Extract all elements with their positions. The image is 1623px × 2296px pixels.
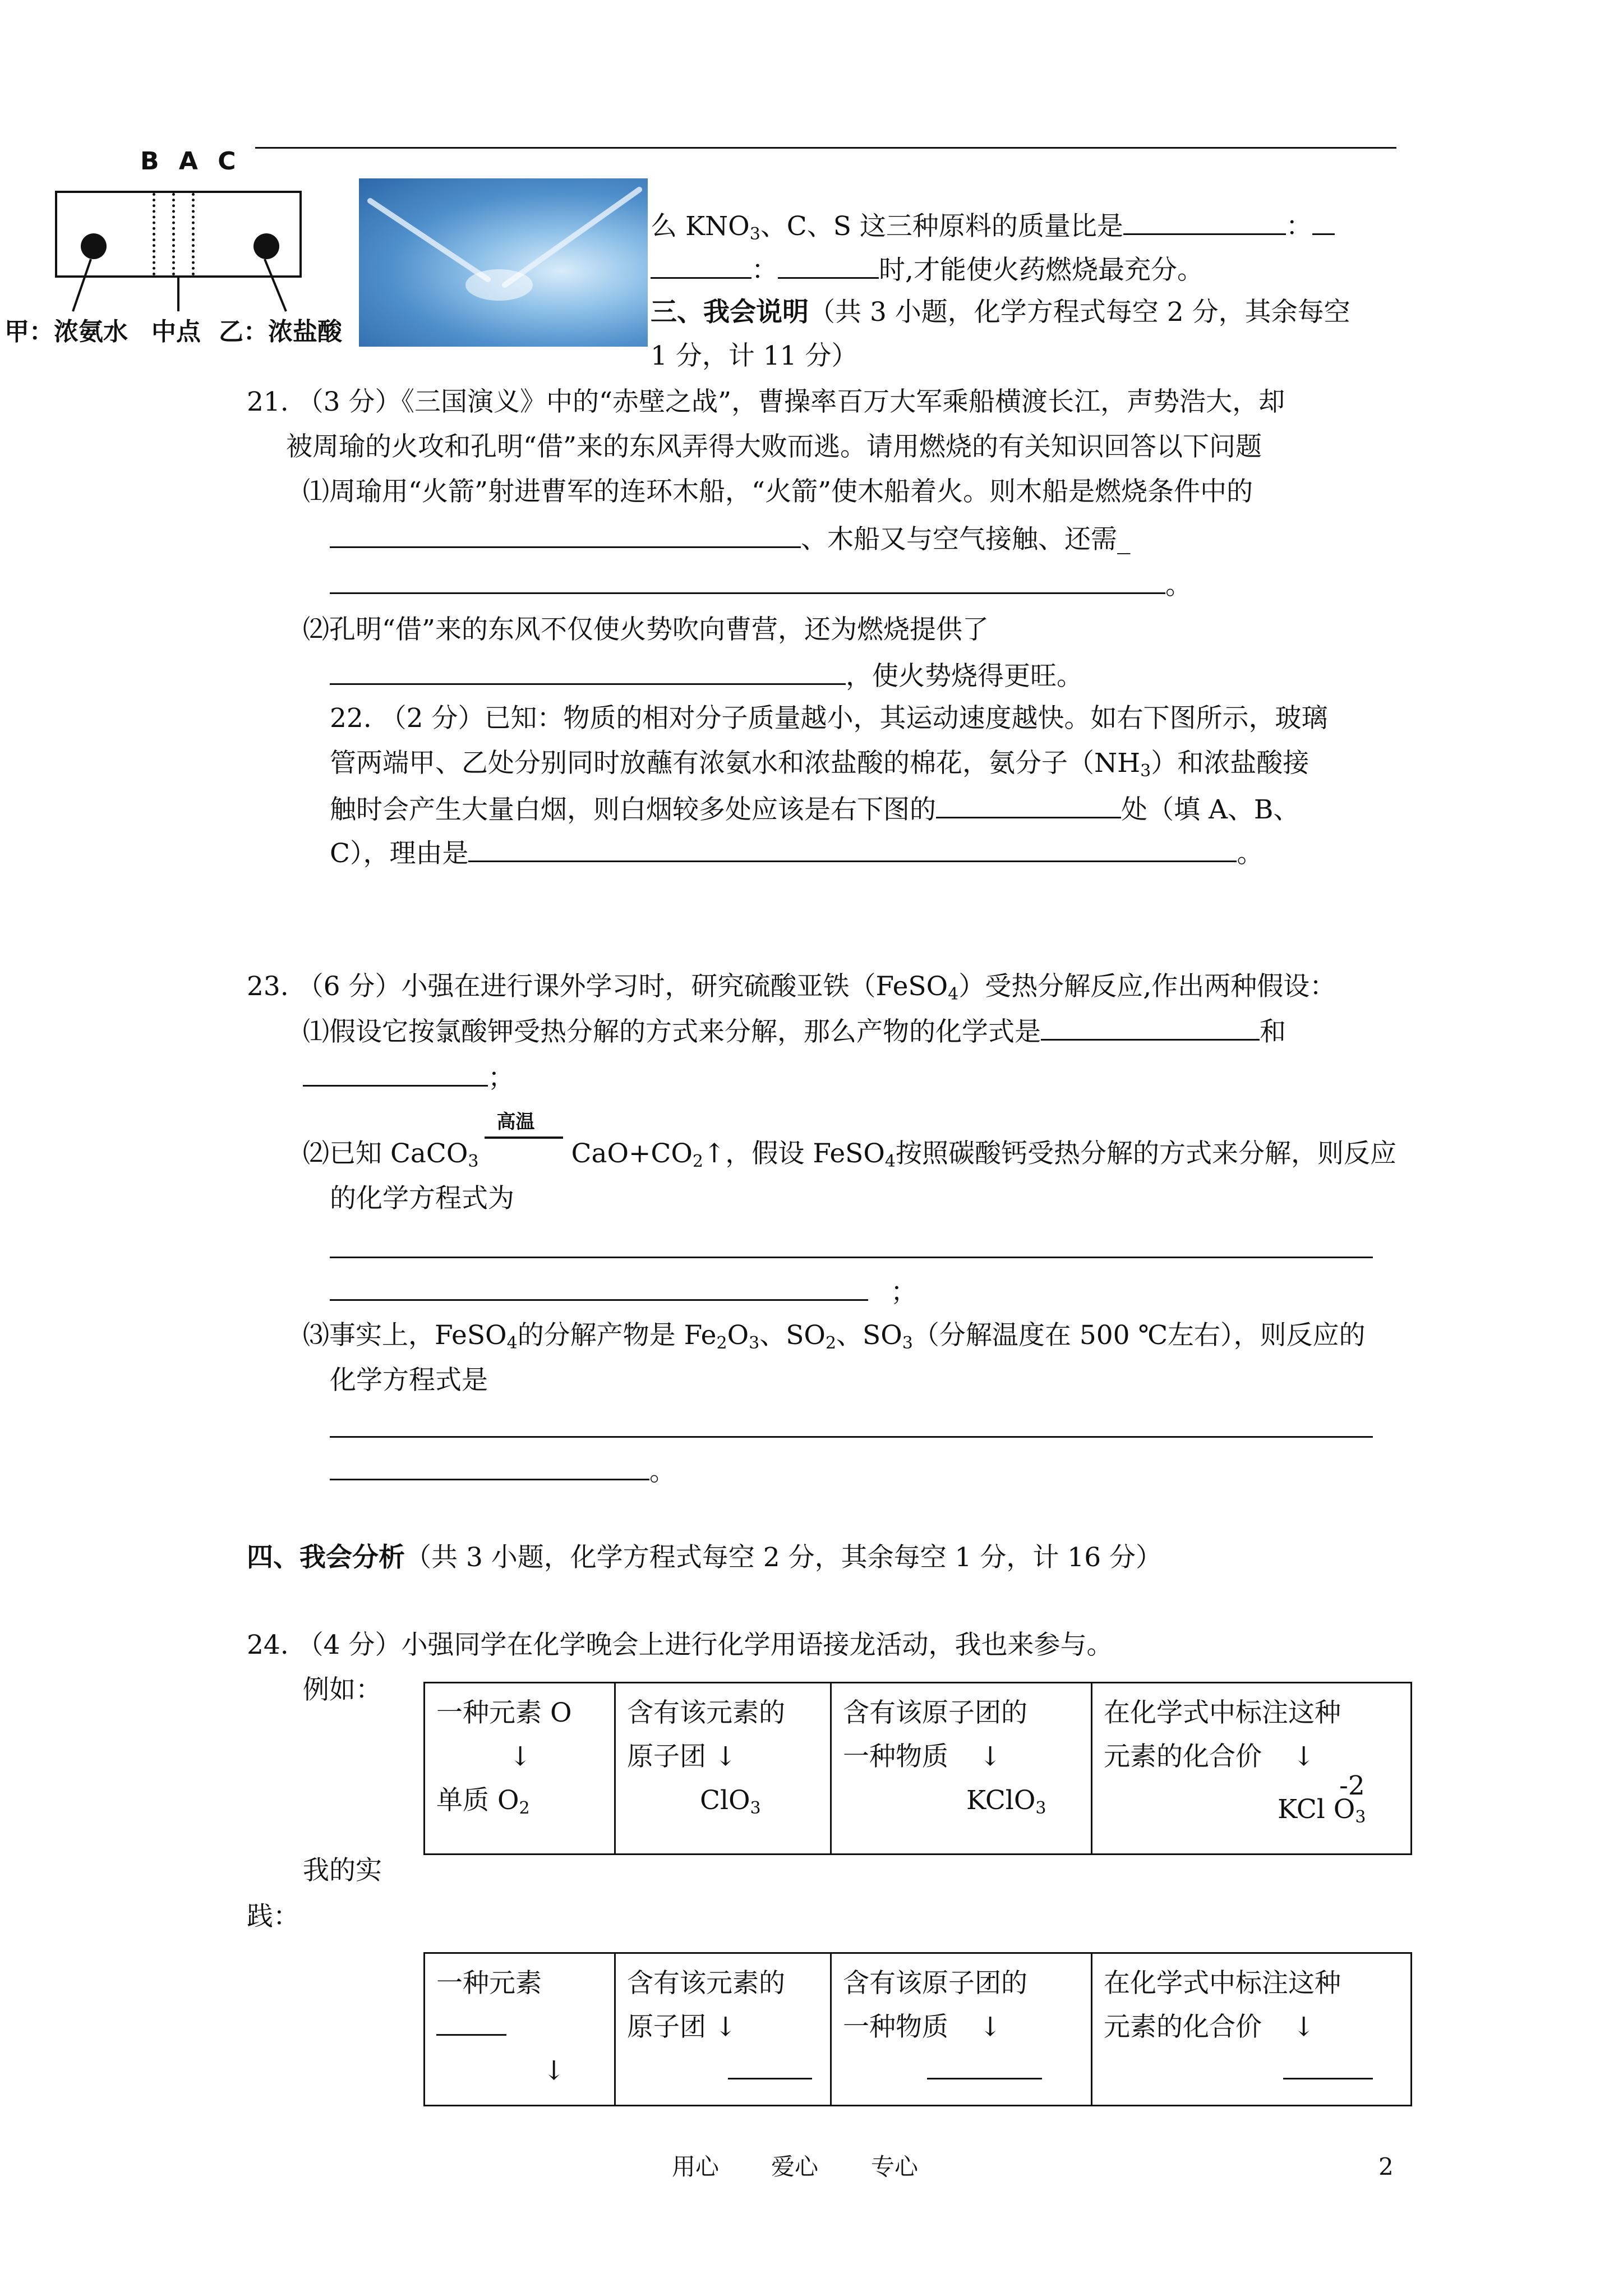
q22-blank-reason[interactable] (468, 836, 1237, 862)
q23-blank-2[interactable] (303, 1060, 488, 1087)
q21-blank-3[interactable] (330, 659, 846, 685)
valence-mark: -2 (1339, 1770, 1365, 1801)
q22-line4: C），理由是 。 (330, 836, 1263, 870)
label-jia: 甲：浓氨水 (4, 318, 128, 346)
label-yi: 乙：浓盐酸 (219, 318, 342, 346)
q21-blank-1[interactable] (330, 522, 801, 548)
header-rule (255, 147, 1396, 149)
q23-equation-blank-2[interactable] (330, 1274, 868, 1301)
q21-line1: 21. （3 分）《三国演义》中的“赤壁之战”，曹操率百万大军乘船横渡长江，声势浩大，却 (247, 386, 1285, 417)
section3-heading-2: 1 分，计 11 分） (651, 341, 858, 371)
q22-line1: 22. （2 分）已知：物质的相对分子质量越小，其运动速度越快。如右下图所示，玻璃 (330, 703, 1328, 734)
q21-part1-line2: 、木船又与空气接触、还需_ (330, 522, 1131, 556)
example-label: 例如： (303, 1674, 382, 1705)
q22-blank-position[interactable] (936, 792, 1121, 818)
q20-line2: ： 时,才能使火药燃烧最充分。 (651, 252, 1204, 287)
q23-part1: ⑴假设它按氯酸钾受热分解的方式来分解，那么产物的化学式是 和 (303, 1014, 1286, 1048)
practice-cell-element: 一种元素 ↓ (425, 1953, 615, 2106)
glass-rods-drawing (359, 178, 648, 347)
q23-part2-line2: 的化学方程式为 (330, 1183, 514, 1214)
example-cell-valence: 在化学式中标注这种 元素的化合价 ↓ -2 KCl $O_3$ (1092, 1683, 1412, 1855)
table-row (425, 1683, 1412, 1855)
practice-blank-substance[interactable] (927, 2053, 1042, 2079)
practice-label-1: 我的实 (303, 1855, 382, 1886)
diagram-positions: B A C (140, 147, 242, 176)
practice-blank-valence[interactable] (1283, 2053, 1373, 2079)
practice-label-2: 践： (247, 1901, 299, 1932)
valence-formula: KCl $O_3$ (1278, 1794, 1366, 1827)
q23-part2: ⑵已知 CaCO$_3$ 高温 $CaO+CO_2↑$，假设 FeSO$_4$按照碳酸钙受热分解的方式来分解，则反应 (303, 1111, 1396, 1171)
q22-line2: 管两端甲、乙处分别同时放蘸有浓氨水和浓盐酸的棉花，氨分子$(NH_3)$和浓盐酸接 (330, 748, 1310, 781)
practice-table (423, 1952, 1412, 2106)
section3-heading: 三、我会说明（共 3 小题，化学方程式每空 2 分，其余每空 (651, 297, 1350, 328)
practice-blank-element[interactable] (436, 2009, 506, 2036)
q23-equation-blank-1[interactable] (330, 1257, 1373, 1258)
footer-slogan-3: 专心 (871, 2153, 919, 2180)
section4-heading: 四、我会分析（共 3 小题，化学方程式每空 2 分，其余每空 1 分，计 16 分） (247, 1542, 1163, 1573)
mass-ratio-blank-3[interactable] (778, 252, 879, 279)
q22-line3: 触时会产生大量白烟，则白烟较多处应该是右下图的 处（填 A、B、 (330, 792, 1299, 826)
mass-ratio-blank-2[interactable] (651, 252, 751, 279)
condition-underline (485, 1137, 563, 1139)
mass-ratio-blank-1b[interactable] (1312, 209, 1335, 235)
q23-line1: 23. （6 分）小强在进行课外学习时，研究硫酸亚铁（FeSO$_4$）受热分解反应,作出两种假设： (247, 971, 1336, 1004)
example-cell-substance: 含有该原子团的 一种物质 ↓ KClO$_3$ (831, 1683, 1092, 1855)
down-arrow-icon: ↓ (1292, 2012, 1315, 2042)
table-row (425, 1953, 1412, 2106)
down-arrow-icon: ↓ (979, 2012, 1002, 2042)
reaction-condition-arrow (479, 1111, 571, 1162)
q23-blank-1[interactable] (1041, 1014, 1260, 1041)
glass-rods-photo (359, 178, 648, 347)
label-midpoint: 中点 (151, 318, 201, 346)
q23-part2-line4: ； (330, 1274, 917, 1309)
practice-cell-substance: 含有该原子团的 一种物质 ↓ (831, 1953, 1092, 2106)
practice-cell-valence: 在化学式中标注这种 元素的化合价 ↓ (1092, 1953, 1412, 2106)
q21-blank-2[interactable] (330, 568, 1165, 594)
down-arrow-icon: ↓ (979, 1741, 1002, 1772)
mass-ratio-blank-1[interactable] (1123, 209, 1286, 235)
example-table (423, 1682, 1412, 1855)
q21-part1-line3: 。 (330, 568, 1192, 602)
footer-slogan-2: 爱心 (771, 2153, 819, 2180)
q21-part2: ⑵孔明“借”来的东风不仅使火势吹向曹营，还为燃烧提供了 (303, 614, 989, 645)
down-arrow-icon: ↓ (714, 2012, 737, 2042)
q23-part1-line2: ； (303, 1060, 514, 1094)
example-cell-radical: 含有该元素的 原子团 ↓ ClO$_3$ (615, 1683, 831, 1855)
example-cell-element: 一种元素 O ↓ 单质 $O_2$ (425, 1683, 615, 1855)
q21-part1: ⑴周瑜用“火箭”射进曹军的连环木船，“火箭”使木船着火。则木船是燃烧条件中的 (303, 476, 1253, 507)
condition-high-temp: 高温 (496, 1111, 535, 1133)
down-arrow-icon: ↓ (1292, 1741, 1315, 1772)
practice-blank-radical[interactable] (728, 2053, 812, 2079)
diagram-leader-lines (0, 0, 393, 348)
down-arrow-icon: ↓ (509, 1741, 532, 1772)
q23-part3-line2: 化学方程式是 (330, 1365, 488, 1396)
down-arrow-icon: ↓ (543, 2055, 565, 2086)
q23-part3: ⑶事实上，FeSO$_4$的分解产物是 $Fe_2O_3$、$SO_2$、$SO_3$（分解温度在 500 ℃左右），则反应的 (303, 1320, 1366, 1353)
q24-intro: 24. （4 分）小强同学在化学晚会上进行化学用语接龙活动，我也来参与。 (247, 1630, 1113, 1660)
q21-line2: 被周瑜的火攻和孔明“借”来的东风弄得大败而逃。请用燃烧的有关知识回答以下问题 (286, 431, 1262, 462)
q21-part2-line2: ，使火势烧得更旺。 (330, 659, 1083, 693)
practice-cell-radical: 含有该元素的 原子团 ↓ (615, 1953, 831, 2106)
down-arrow-icon: ↓ (714, 1741, 737, 1772)
q23-part3-line4: 。 (330, 1454, 676, 1488)
footer-slogan-1: 用心 (672, 2153, 720, 2180)
q23-equation-blank-3[interactable] (330, 1436, 1373, 1438)
q23-equation-blank-4[interactable] (330, 1454, 649, 1480)
q20-line1: 么 $KNO_3$、C、S 这三种原料的质量比是 ： (651, 209, 1335, 243)
page-number: 2 (1378, 2153, 1394, 2180)
